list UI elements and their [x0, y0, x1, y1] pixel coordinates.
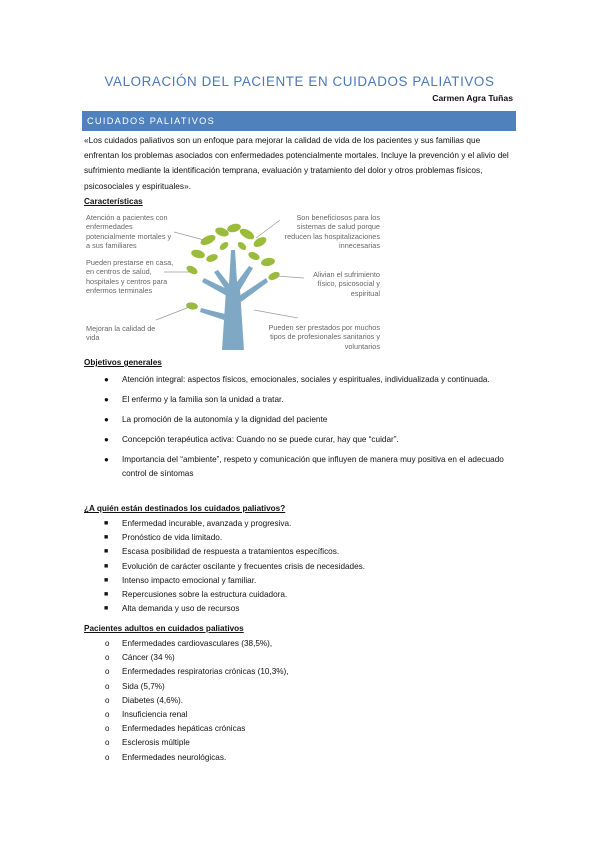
list-item: o Enfermedades neurológicas. — [84, 751, 514, 765]
list-item: ■ Alta demanda y uso de recursos — [84, 602, 514, 616]
figure-label-top-right: Son beneficiosos para los sistemas de salud porque reducen las hospitalizaciones innecesarias — [284, 213, 380, 250]
objetivos-heading: Objetivos generales — [84, 358, 162, 367]
bullet-disc-icon: ● — [104, 375, 109, 384]
list-item: ■ Repercusiones sobre la estructura cuidadora. — [84, 588, 514, 602]
bullet-circle-icon: o — [105, 695, 110, 705]
bullet-disc-icon: ● — [104, 455, 109, 464]
bullet-square-icon: ■ — [104, 534, 109, 542]
list-item: ● Concepción terapéutica activa: Cuando no se puede curar, hay que “cuidar”. — [84, 433, 514, 447]
list-item: ● Atención integral: aspectos físicos, emocionales, sociales y espirituales, individualizada y continuada. — [84, 373, 514, 387]
bullet-square-icon: ■ — [104, 605, 109, 613]
adultos-list — [84, 637, 514, 765]
bullet-circle-icon: o — [105, 667, 110, 677]
list-item: o Enfermedades cardiovasculares (38,5%), — [84, 637, 514, 651]
destinados-list — [84, 517, 514, 616]
section-banner: CUIDADOS PALIATIVOS — [82, 111, 516, 131]
figure-label-bottom-right: Pueden ser prestados por muchos tipos de profesionales sanitarios y voluntarios — [268, 323, 380, 351]
list-item: o Esclerosis múltiple — [84, 736, 514, 750]
bullet-disc-icon: ● — [104, 415, 109, 424]
characteristics-figure — [84, 210, 384, 350]
list-item: o Insuficiencia renal — [84, 708, 514, 722]
bullet-circle-icon: o — [105, 710, 110, 720]
bullet-square-icon: ■ — [104, 562, 109, 570]
list-item: o Enfermedades hepáticas crónicas — [84, 722, 514, 736]
bullet-circle-icon: o — [105, 681, 110, 691]
intro-paragraph: «Los cuidados paliativos son un enfoque para mejorar la calidad de vida de los pacientes y sus familias que enfrentan los problemas asociados con enfermedades potencialmente mortales. Incluye la prevención y el alivio del sufrimiento mediante la identificación temprana, evaluación y tratamiento del dolor y otros problemas físicos, psicosociales y espirituales». — [84, 135, 509, 191]
list-item: ● La promoción de la autonomía y la dignidad del paciente — [84, 413, 514, 427]
bullet-disc-icon: ● — [104, 395, 109, 404]
list-item: o Diabetes (4,6%). — [84, 694, 514, 708]
bullet-square-icon: ■ — [104, 520, 109, 527]
bullet-disc-icon: ● — [104, 435, 109, 444]
list-item: ■ Evolución de carácter oscilante y frecuentes crisis de necesidades. — [84, 560, 514, 574]
caracteristicas-heading: Características — [84, 197, 143, 206]
list-item: o Cáncer (34 %) — [84, 651, 514, 665]
figure-label-bottom-left: Mejoran la calidad de vida — [86, 324, 156, 343]
document-title: VALORACIÓN DEL PACIENTE EN CUIDADOS PALIATIVOS — [104, 74, 495, 89]
figure-label-top-left: Atención a pacientes con enfermedades potencialmente mortales y a sus familiares — [86, 213, 172, 250]
bullet-square-icon: ■ — [104, 576, 109, 584]
list-item: o Enfermedades respiratorias crónicas (10,3%), — [84, 665, 514, 679]
bullet-circle-icon: o — [105, 724, 110, 734]
figure-label-middle-right: Alivian el sufrimiento físico, psicosocial y espiritual — [313, 270, 380, 298]
adultos-heading: Pacientes adultos en cuidados paliativos — [84, 624, 244, 633]
bullet-square-icon: ■ — [104, 591, 109, 599]
list-item: ■ Pronóstico de vida limitado. — [84, 531, 514, 545]
bullet-circle-icon: o — [105, 639, 110, 648]
author-name: Carmen Agra Tuñas — [432, 93, 513, 103]
tree-trunk — [200, 250, 268, 350]
list-item: ■ Enfermedad incurable, avanzada y progresiva. — [84, 517, 514, 531]
destinados-heading: ¿A quién están destinados los cuidados paliativos? — [84, 504, 286, 513]
figure-label-middle-left: Pueden prestarse en casa, en centros de salud, hospitales y centros para enfermos terminales — [86, 258, 174, 295]
list-item: ● El enfermo y la familia son la unidad a tratar. — [84, 393, 514, 407]
bullet-square-icon: ■ — [104, 548, 109, 556]
list-item: o Sida (5,7%) — [84, 680, 514, 694]
bullet-circle-icon: o — [105, 752, 110, 762]
bullet-circle-icon: o — [105, 653, 110, 663]
list-item: ■ Escasa posibilidad de respuesta a tratamientos específicos. — [84, 545, 514, 559]
list-item: ■ Intenso impacto emocional y familiar. — [84, 574, 514, 588]
list-item: ● Importancia del “ambiente”, respeto y comunicación que influyen de manera muy positiva en el adecuado control de síntomas — [104, 455, 504, 478]
bullet-circle-icon: o — [105, 738, 110, 748]
objetivos-list — [84, 373, 514, 487]
